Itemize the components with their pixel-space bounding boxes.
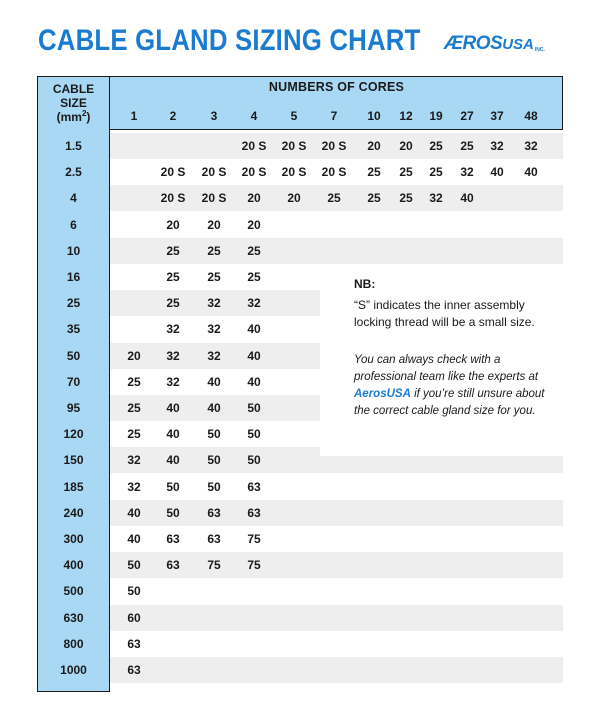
gland-size-cell: 40: [207, 401, 221, 415]
gland-size-cell: 20 S: [160, 191, 186, 206]
gland-size-cell: 50: [127, 584, 141, 599]
gland-size-cell: 20: [207, 217, 221, 232]
gland-size-cell: 25: [247, 270, 261, 284]
gland-size-cell: 20 S: [241, 139, 267, 153]
cable-size-cell: 240: [63, 505, 84, 520]
logo-inc-text: INC.: [534, 47, 545, 53]
gland-size-cell: 25: [207, 243, 221, 258]
cable-size-cell: 2.5: [65, 165, 82, 180]
aerosusa-link[interactable]: AerosUSA: [354, 388, 411, 400]
gland-size-cell: 50: [247, 401, 261, 415]
table-row: [110, 605, 563, 631]
gland-size-cell: 32: [127, 453, 141, 468]
gland-size-cell: 20 S: [160, 165, 186, 180]
aerosusa-logo: [444, 33, 545, 55]
table-row: [110, 631, 563, 657]
cable-size-cell: 120: [63, 427, 84, 442]
gland-size-cell: 40: [166, 401, 180, 415]
core-count-header: 27: [460, 109, 474, 123]
gland-size-cell: 32: [524, 139, 538, 153]
gland-size-cell: 32: [247, 296, 261, 311]
gland-size-cell: 25: [247, 243, 261, 258]
gland-size-cell: 63: [127, 636, 141, 651]
gland-size-cell: 20 S: [281, 139, 307, 153]
gland-size-cell: 40: [247, 374, 261, 389]
gland-size-cell: 50: [166, 479, 180, 494]
core-count-header: 37: [490, 109, 504, 123]
core-count-header: 48: [524, 109, 538, 123]
note-title: NB:: [354, 277, 376, 291]
gland-size-cell: 32: [460, 165, 474, 180]
gland-size-cell: 25: [367, 165, 381, 180]
gland-size-cell: 20: [166, 217, 180, 232]
numbers-of-cores-title: NUMBERS OF CORES: [268, 80, 405, 94]
gland-size-cell: 63: [247, 479, 261, 494]
gland-size-cell: 20: [127, 348, 141, 363]
gland-size-cell: 32: [166, 322, 180, 337]
gland-size-cell: 63: [247, 505, 261, 520]
gland-size-cell: 50: [127, 558, 141, 573]
gland-size-cell: 32: [207, 348, 221, 363]
gland-size-cell: 50: [166, 505, 180, 520]
core-count-header: 5: [290, 109, 298, 123]
gland-size-cell: 63: [166, 532, 180, 546]
gland-size-cell: 20 S: [241, 165, 267, 180]
gland-size-cell: 32: [166, 348, 180, 363]
table-row: [110, 657, 563, 683]
gland-size-cell: 20: [247, 217, 261, 232]
gland-size-cell: 25: [166, 296, 180, 311]
cable-size-cell: 800: [63, 636, 84, 651]
gland-size-cell: 75: [247, 532, 261, 546]
gland-size-cell: 20: [247, 191, 261, 206]
gland-size-cell: 40: [127, 505, 141, 520]
gland-size-cell: 75: [247, 558, 261, 573]
logo-usa-text: USA: [502, 36, 534, 53]
cable-size-cell: 630: [63, 610, 84, 625]
cable-size-cell: 95: [66, 401, 81, 415]
gland-size-cell: 40: [460, 191, 474, 206]
core-count-header: 3: [210, 109, 218, 123]
cable-size-cell: 10: [66, 243, 81, 258]
gland-size-cell: 20 S: [321, 165, 347, 180]
table-row: [110, 578, 563, 604]
core-count-header: 1: [130, 109, 138, 123]
gland-size-cell: 50: [207, 453, 221, 468]
gland-size-cell: 40: [127, 532, 141, 546]
gland-size-cell: 32: [207, 296, 221, 311]
gland-size-cell: 25: [399, 165, 413, 180]
gland-size-cell: 32: [127, 479, 141, 494]
core-count-header: 2: [169, 109, 177, 123]
cable-size-cell: 1.5: [65, 139, 82, 153]
gland-size-cell: 25: [127, 374, 141, 389]
core-count-header: 12: [399, 109, 413, 123]
gland-size-cell: 20 S: [201, 191, 227, 206]
logo-aeros-text: ÆROS: [444, 33, 503, 54]
gland-size-cell: 32: [490, 139, 504, 153]
core-count-header: 19: [429, 109, 443, 123]
gland-size-cell: 40: [490, 165, 504, 180]
gland-size-cell: 32: [429, 191, 443, 206]
gland-size-cell: 60: [127, 610, 141, 625]
core-count-header: 4: [250, 109, 258, 123]
gland-size-cell: 63: [166, 558, 180, 573]
cable-size-cell: 150: [63, 453, 84, 468]
gland-size-cell: 25: [166, 270, 180, 284]
gland-size-cell: 32: [207, 322, 221, 337]
cable-size-label-2: SIZE: [60, 96, 87, 110]
gland-size-cell: 20: [399, 139, 413, 153]
core-count-header: 10: [367, 109, 381, 123]
gland-size-cell: 25: [399, 191, 413, 206]
gland-size-cell: 25: [327, 191, 341, 206]
gland-size-cell: 50: [207, 427, 221, 442]
gland-size-cell: 40: [247, 322, 261, 337]
gland-size-cell: 20 S: [201, 165, 227, 180]
gland-size-cell: 25: [166, 243, 180, 258]
gland-size-cell: 25: [429, 165, 443, 180]
cable-size-cell: 500: [63, 584, 84, 599]
gland-size-cell: 40: [524, 165, 538, 180]
cable-size-cell: 50: [66, 348, 81, 363]
cable-size-cell: 70: [66, 374, 81, 389]
gland-size-cell: 20: [287, 191, 301, 206]
gland-size-cell: 63: [127, 663, 141, 677]
cable-size-cell: 16: [66, 270, 81, 284]
gland-size-cell: 25: [460, 139, 474, 153]
cable-size-header: [37, 76, 110, 130]
gland-size-cell: 40: [166, 427, 180, 442]
cable-size-cell: 1000: [60, 663, 87, 677]
cable-size-cell: 400: [63, 558, 84, 573]
note-help-text: You can always check with a professional team like the experts at AerosUSA if you’re still unsure about the correct cable gland size for you.: [354, 354, 545, 417]
core-count-header: 7: [330, 109, 338, 123]
cable-size-cell: 300: [63, 532, 84, 546]
gland-size-cell: 63: [207, 505, 221, 520]
note-s-explanation: “S” indicates the inner assembly locking thread will be a small size.: [354, 298, 535, 329]
gland-size-cell: 63: [207, 532, 221, 546]
gland-size-cell: 40: [247, 348, 261, 363]
cable-size-cell: 6: [70, 217, 77, 232]
cable-size-cell: 185: [63, 479, 84, 494]
gland-size-cell: 50: [207, 479, 221, 494]
cable-size-label-1: CABLE: [52, 82, 95, 96]
gland-size-cell: 25: [429, 139, 443, 153]
gland-size-cell: 50: [247, 427, 261, 442]
gland-size-cell: 20 S: [281, 165, 307, 180]
gland-size-cell: 25: [127, 427, 141, 442]
gland-size-cell: 25: [367, 191, 381, 206]
cable-size-unit: $(mm^2)$: [56, 109, 91, 124]
gland-size-cell: 40: [166, 453, 180, 468]
gland-size-cell: 75: [207, 558, 221, 573]
gland-size-cell: 25: [127, 401, 141, 415]
cable-size-cell: 35: [66, 322, 81, 337]
gland-size-cell: 32: [166, 374, 180, 389]
cable-size-cell: 25: [66, 296, 81, 311]
gland-size-cell: 25: [207, 270, 221, 284]
gland-size-cell: 50: [247, 453, 261, 468]
gland-size-cell: 20: [367, 139, 381, 153]
cable-size-cell: 4: [70, 191, 77, 206]
page-title: CABLE GLAND SIZING CHART: [38, 24, 421, 57]
gland-size-cell: 20 S: [321, 139, 347, 153]
gland-size-cell: 40: [207, 374, 221, 389]
